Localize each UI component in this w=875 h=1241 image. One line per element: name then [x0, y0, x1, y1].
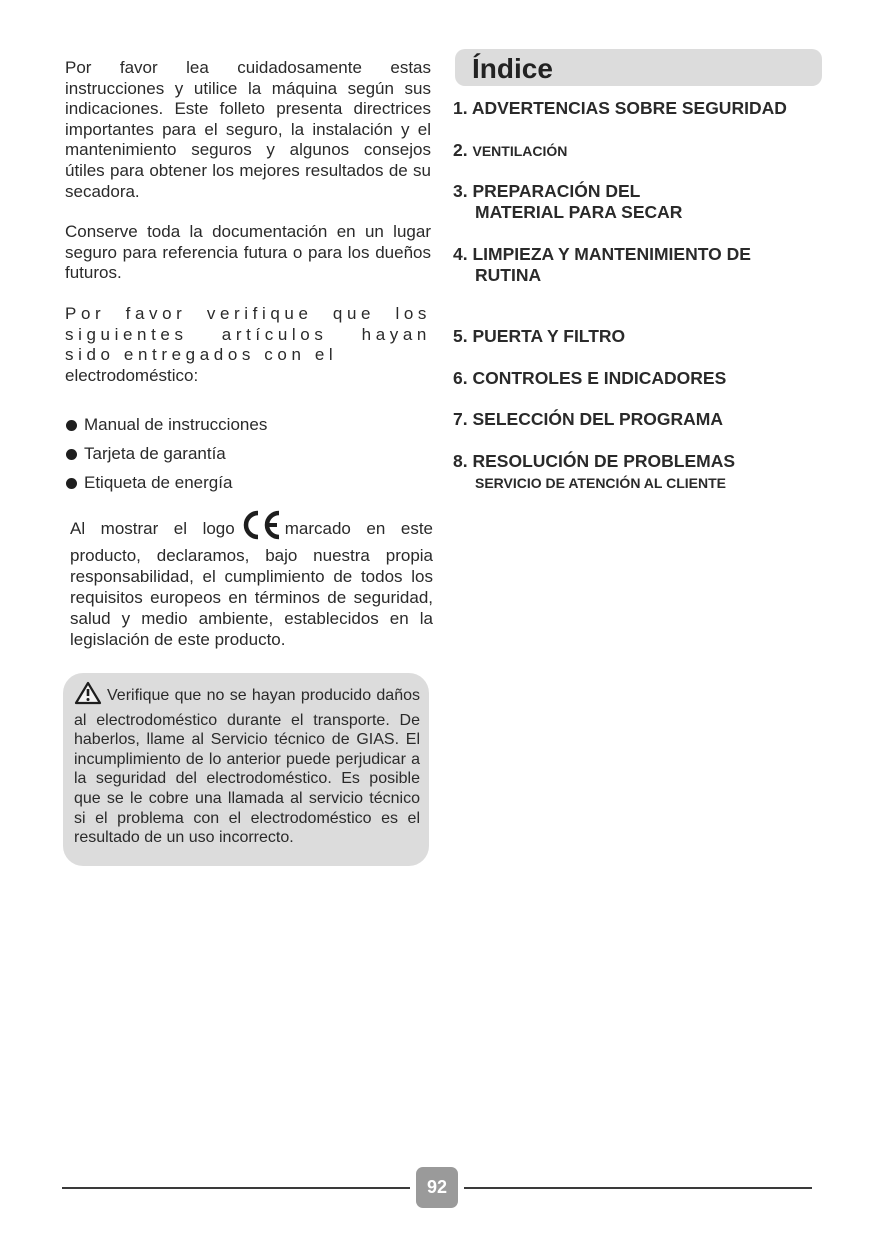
toc-entry-program[interactable]: 7. SELECCIÓN DEL PROGRAMA — [453, 409, 724, 429]
toc-entry-controls[interactable]: 6. CONTROLES E INDICADORES — [453, 368, 727, 388]
bullet-dot-icon — [66, 420, 77, 431]
footer-divider-right — [464, 1187, 812, 1189]
list-item: Manual de instrucciones — [65, 414, 431, 443]
intro-paragraph: Por favor lea cuidadosamente estas instrucciones y utilice la máquina según sus indicaciones. Este folleto presenta directrices importantes para el seguro, la instalación y el mantenimiento seguros y algunos consejos útiles para obtener los mejores resultados de su secadora. — [65, 58, 431, 201]
page-title: Índice — [472, 53, 553, 84]
left-column — [65, 58, 431, 501]
conserve-paragraph: Conserve toda la documentación en un lugar seguro para referencia futura o para los dueños futuros. — [65, 222, 431, 283]
ce-mark-icon — [241, 510, 283, 545]
index-header — [455, 49, 822, 86]
verify-paragraph-text: Por favor verifique que los siguientes artículos hayan sido entregados con el — [65, 303, 431, 365]
toc-entry-cleaning[interactable]: 4. LIMPIEZA Y MANTENIMIENTO DE RUTINA — [453, 244, 751, 285]
toc-entry-door-filter[interactable]: 5. PUERTA Y FILTRO — [453, 326, 626, 346]
verify-paragraph-end: electrodoméstico: — [65, 365, 199, 385]
warning-text: Verifique que no se hayan producido daños al electrodoméstico durante el transporte. De haberlos, llame al Servicio técnico de GIAS. El incumplimiento de lo anterior puede perjudicar a la seguridad del electrodoméstico. Es posible que se le cobre una llamada al servicio técnico si el problema con el electrodoméstico es el resultado de un uso incorrecto. — [74, 687, 420, 847]
toc-entry-safety[interactable]: 1. ADVERTENCIAS SOBRE SEGURIDAD — [453, 98, 787, 118]
verify-paragraph — [65, 304, 431, 386]
toc-entry-preparation[interactable]: 3. PREPARACIÓN DEL MATERIAL PARA SECAR — [453, 181, 683, 222]
bullet-dot-icon — [66, 478, 77, 489]
delivered-items-list — [65, 414, 431, 501]
page-number: 92 — [416, 1167, 458, 1208]
toc-entry-ventilation[interactable]: 2. VENTILACIÓN — [453, 140, 568, 160]
ce-declaration: Al mostrar el logo marcado en este producto, declaramos, bajo nuestra propia responsabilidad, el cumplimiento de todos los requisitos europeos en términos de seguridad, salud y medio ambiente, establecidos en la legislación de este producto. — [70, 510, 433, 650]
warning-box — [63, 673, 429, 866]
toc-entry-troubleshooting[interactable]: 8. RESOLUCIÓN DE PROBLEMAS SERVICIO DE ATENCIÓN AL CLIENTE — [453, 451, 736, 491]
footer-divider-left — [62, 1187, 410, 1189]
list-item: Etiqueta de energía — [65, 472, 431, 501]
warning-triangle-icon — [74, 681, 102, 711]
bullet-dot-icon — [66, 449, 77, 460]
list-item: Tarjeta de garantía — [65, 443, 431, 472]
